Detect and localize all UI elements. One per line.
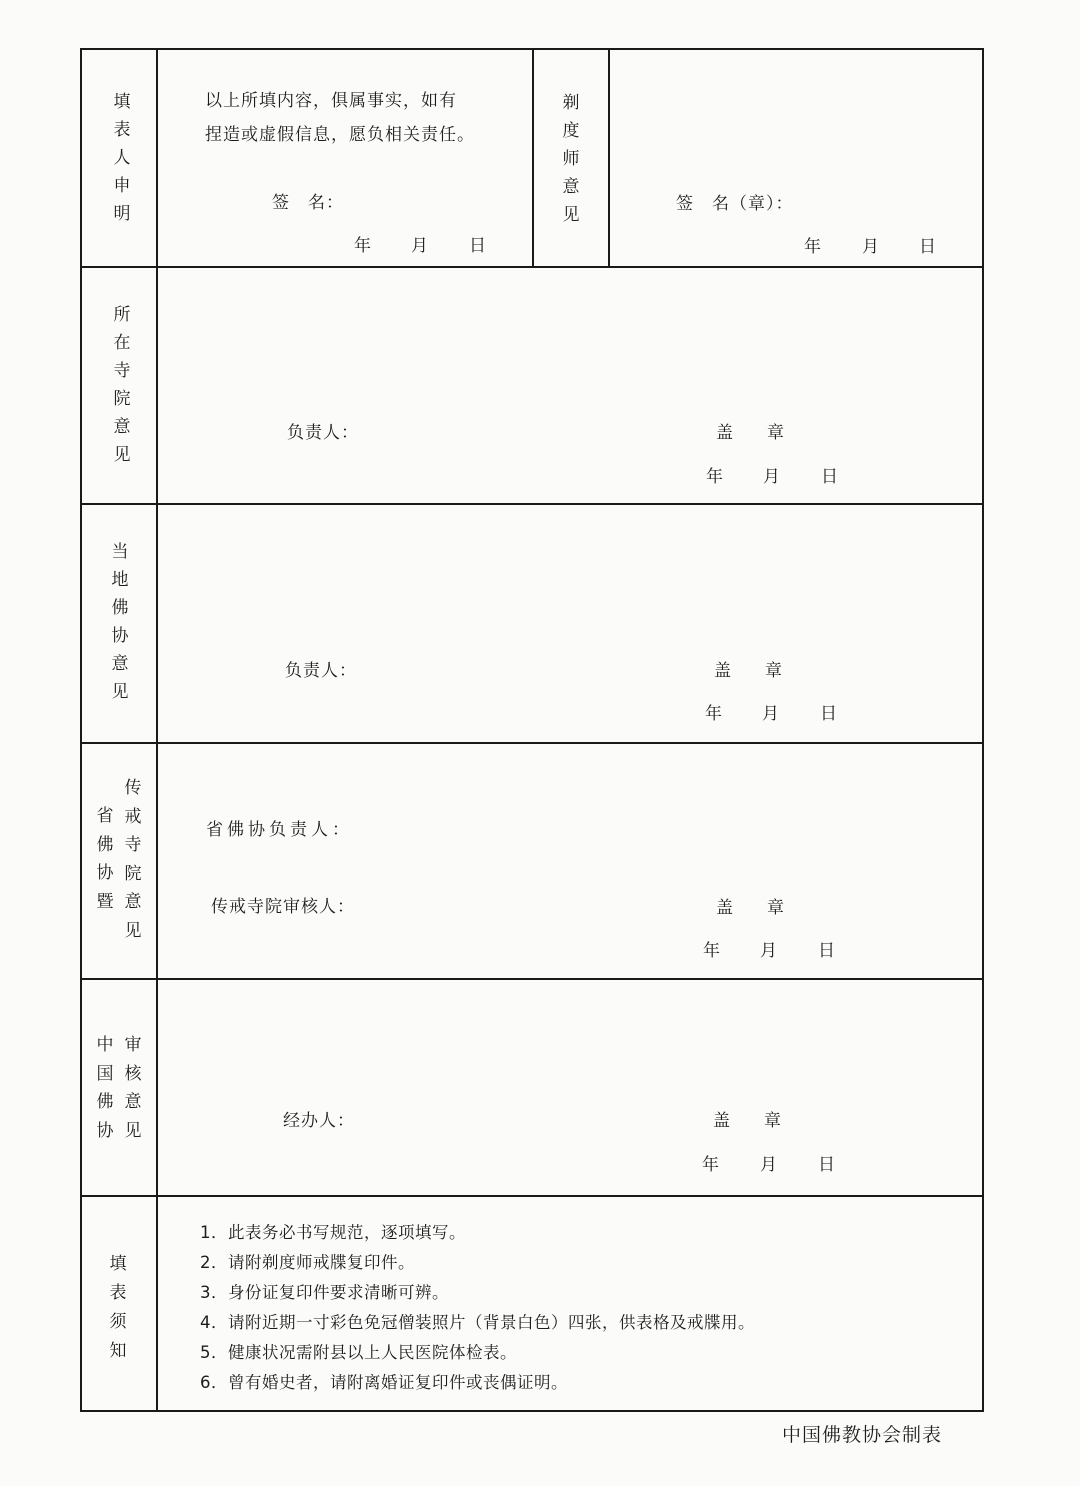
instruction-item: 5．健康状况需附县以上人民医院体检表。	[200, 1343, 517, 1362]
national-date-month: 月	[760, 1155, 778, 1175]
temple-label: 所在寺院意见	[113, 305, 131, 465]
declarant-date-year: 年	[354, 236, 372, 256]
declarant-label: 填表人申明	[113, 92, 131, 224]
local-association-label: 当地佛协意见	[111, 542, 129, 702]
provincial-label-col2: 传戒寺院意见	[124, 778, 142, 941]
provincial-seal-label: 盖章	[716, 898, 818, 918]
instruction-item: 1．此表务必书写规范，逐项填写。	[200, 1223, 466, 1242]
column-divider	[532, 48, 534, 267]
declarant-date-day: 日	[469, 236, 487, 256]
temple-reviewer-label: 传戒寺院审核人：	[211, 897, 355, 917]
temple-date-month: 月	[763, 467, 781, 487]
national-date-year: 年	[702, 1155, 720, 1175]
temple-responsible-label: 负责人：	[287, 423, 359, 443]
master-sign-label: 签 名（章）：	[676, 194, 794, 214]
declarant-statement-line2: 捏造或虚假信息，愿负相关责任。	[205, 125, 475, 145]
declarant-date-month: 月	[411, 236, 429, 256]
national-seal-label: 盖章	[713, 1111, 815, 1131]
local-date-year: 年	[705, 704, 723, 724]
declarant-sign-label: 签 名：	[272, 193, 344, 213]
provincial-label-col1: 省佛协暨	[96, 806, 114, 912]
local-seal-label: 盖章	[714, 661, 816, 681]
row-divider	[80, 978, 984, 980]
instructions-label: 填表须知	[109, 1254, 127, 1361]
national-label-col1: 中国佛协	[96, 1035, 114, 1141]
master-date-day: 日	[919, 237, 937, 257]
row-divider	[80, 503, 984, 505]
declarant-statement-line1: 以上所填内容，俱属事实，如有	[205, 91, 457, 111]
instruction-item: 6．曾有婚史者，请附离婚证复印件或丧偶证明。	[200, 1373, 568, 1392]
provincial-date-day: 日	[818, 941, 836, 961]
row-divider	[80, 1195, 984, 1197]
footer-publisher: 中国佛教协会制表	[782, 1424, 943, 1446]
instruction-item: 4．请附近期一寸彩色免冠僧装照片（背景白色）四张，供表格及戒牒用。	[200, 1313, 755, 1332]
instruction-item: 3．身份证复印件要求清晰可辨。	[200, 1283, 449, 1302]
instructions-list	[200, 1218, 755, 1398]
national-handler-label: 经办人：	[283, 1111, 355, 1131]
local-date-month: 月	[762, 704, 780, 724]
provincial-date-month: 月	[760, 941, 778, 961]
label-column-divider	[156, 48, 158, 1412]
master-date-month: 月	[862, 237, 880, 257]
temple-date-day: 日	[821, 467, 839, 487]
column-divider	[608, 48, 610, 267]
provincial-date-year: 年	[703, 941, 721, 961]
local-responsible-label: 负责人：	[285, 661, 357, 681]
temple-seal-label: 盖章	[716, 423, 818, 443]
master-label: 剃度师意见	[562, 93, 580, 225]
provincial-responsible-label: 省佛协负责人：	[206, 820, 353, 840]
temple-date-year: 年	[706, 467, 724, 487]
local-date-day: 日	[820, 704, 838, 724]
row-divider	[80, 742, 984, 744]
national-date-day: 日	[818, 1155, 836, 1175]
instruction-item: 2．请附剃度师戒牒复印件。	[200, 1253, 415, 1272]
master-date-year: 年	[804, 237, 822, 257]
national-label-col2: 审核意见	[124, 1035, 142, 1141]
